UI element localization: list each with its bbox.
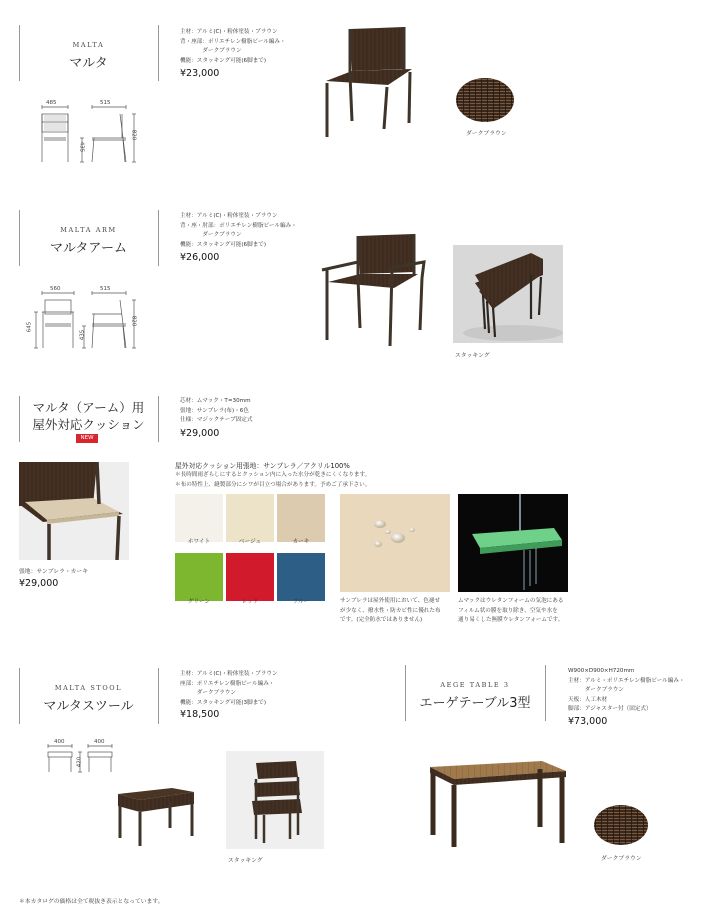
dim-width: 485: [46, 100, 57, 106]
photo-caption: 張地：サンブレラ・カーキ: [19, 569, 89, 575]
dim-depth: 400: [94, 739, 105, 745]
wicker-swatch: [456, 78, 514, 122]
product-name-jp: エーゲテーブル3型: [419, 696, 531, 711]
product-name-en: MALTA ARM: [60, 226, 117, 234]
foam-photo: [458, 494, 568, 592]
product-name-en: AEGE TABLE 3: [440, 681, 510, 689]
swatch-label-red: レッド: [241, 599, 259, 605]
product-price: ¥18,500: [180, 709, 220, 720]
swatch-label-khaki: カーキ: [292, 539, 310, 545]
product-price: ¥73,000: [568, 716, 608, 727]
product-title-line2: 屋外対応クッション: [32, 417, 145, 432]
product-spec: W900×D900×H720mm 主材：アルミ・ポリエチレン樹脂ビール編み・ ダークブラウン 天板：人工木材 脚部：アジャスター付（固定式）: [568, 668, 685, 712]
dim-arm-height: 645: [26, 321, 33, 333]
photo-price: ¥29,000: [19, 578, 59, 589]
product-title-line1: マルタ（アーム）用: [32, 400, 145, 415]
swatch-blue: [277, 553, 325, 601]
product-photo: [114, 782, 198, 848]
divider-right: [158, 396, 159, 442]
dimension-drawing: [44, 740, 124, 780]
product-price: ¥29,000: [180, 428, 220, 439]
product-spec: 主材：アルミ(C)・粉体塗装・ブラウン 背・座部：ポリエチレン樹脂ビール編み・ ダークブラウン 機能：スタッキング可能(6脚まで): [180, 29, 286, 64]
swatch-khaki: [277, 494, 325, 542]
photo-caption: スタッキング: [455, 353, 490, 359]
sunbrella-description: サンブレラは屋外使用において、色褪せ が少なく、撥水性・防カビ性に優れた布 です。(完全防水ではありません): [340, 598, 441, 623]
photo-caption: スタッキング: [228, 858, 263, 864]
product-name-jp: マルタ: [69, 56, 108, 71]
dimension-drawing: [30, 100, 145, 170]
divider-right: [158, 210, 159, 266]
swatch-green: [175, 553, 223, 601]
swatch-label-white: ホワイト: [187, 539, 211, 545]
swatch-label-beige: ベージュ: [238, 539, 262, 545]
footer-note: ＊本カタログの価格は全て税抜き表示となっています。: [19, 899, 164, 905]
swatch-label-blue: ブルー: [292, 599, 310, 605]
product-price: ¥23,000: [180, 68, 220, 79]
new-badge: NEW: [76, 434, 98, 443]
product-photo: [318, 25, 423, 140]
wicker-swatch: [594, 805, 648, 845]
swatch-label: ダークブラウン: [466, 131, 507, 137]
fabric-notes: ＊長時間雨ざらしにするとクッション内に入った水分が乾きにくくなります。 ＊布の特性上、縫製部分にシワが目立つ場合があります。予めご了承下さい。: [175, 472, 371, 488]
product-spec: 芯材：ムマック・T=30mm 張地：サンブレラ(布)・6色 仕様：マジックテープ固定式: [180, 398, 253, 423]
dim-seat-height: 435: [79, 329, 86, 341]
dim-height: 820: [130, 129, 137, 141]
product-name-jp: マルタアーム: [49, 241, 128, 256]
product-spec: 主材：アルミ(C)・粉体塗装・ブラウン 座部：ポリエチレン樹脂ビール編み・ ダークブラウン 機能：スタッキング可能(3脚まで): [180, 671, 278, 706]
dim-depth: 515: [100, 286, 111, 292]
swatch-label: ダークブラウン: [601, 856, 642, 862]
swatch-red: [226, 553, 274, 601]
stacking-photo: [453, 245, 563, 343]
dim-width: 560: [50, 286, 61, 292]
product-photo: [420, 755, 568, 849]
dim-height: 820: [130, 315, 137, 327]
product-name-jp: マルタスツール: [43, 699, 134, 714]
product-spec: 主材：アルミ(C)・粉体塗装・ブラウン 背・座・肘部：ポリエチレン樹脂ビール編み・ ダークブラウン 機能：スタッキング可能(6脚まで): [180, 213, 297, 248]
product-name-en: MALTA STOOL: [54, 684, 123, 692]
dim-depth: 515: [100, 100, 111, 106]
sunbrella-photo: [340, 494, 450, 592]
dim-width: 400: [54, 739, 65, 745]
product-price: ¥26,000: [180, 252, 220, 263]
divider-right: [158, 668, 159, 724]
divider-right: [545, 665, 546, 721]
cushion-photo: [19, 462, 129, 560]
fabric-heading: 屋外対応クッション用張地：サンブレラ／アクリル100%: [175, 462, 350, 470]
stacking-photo: [226, 751, 324, 849]
product-name-en: MALTA: [72, 41, 105, 49]
foam-description: ムマックはウレタンフォームの気泡にある フィルム状の膜を取り除き、空気や水を 通り易くした無膜ウレタンフォームです。: [458, 598, 564, 623]
dim-height: 420: [76, 756, 83, 768]
dimension-drawing: [26, 286, 145, 356]
swatch-beige: [226, 494, 274, 542]
dim-seat-height: 435: [78, 141, 85, 153]
divider-right: [158, 25, 159, 81]
swatch-label-green: グリーン: [187, 599, 211, 605]
swatch-white: [175, 494, 223, 542]
product-photo: [318, 232, 428, 350]
